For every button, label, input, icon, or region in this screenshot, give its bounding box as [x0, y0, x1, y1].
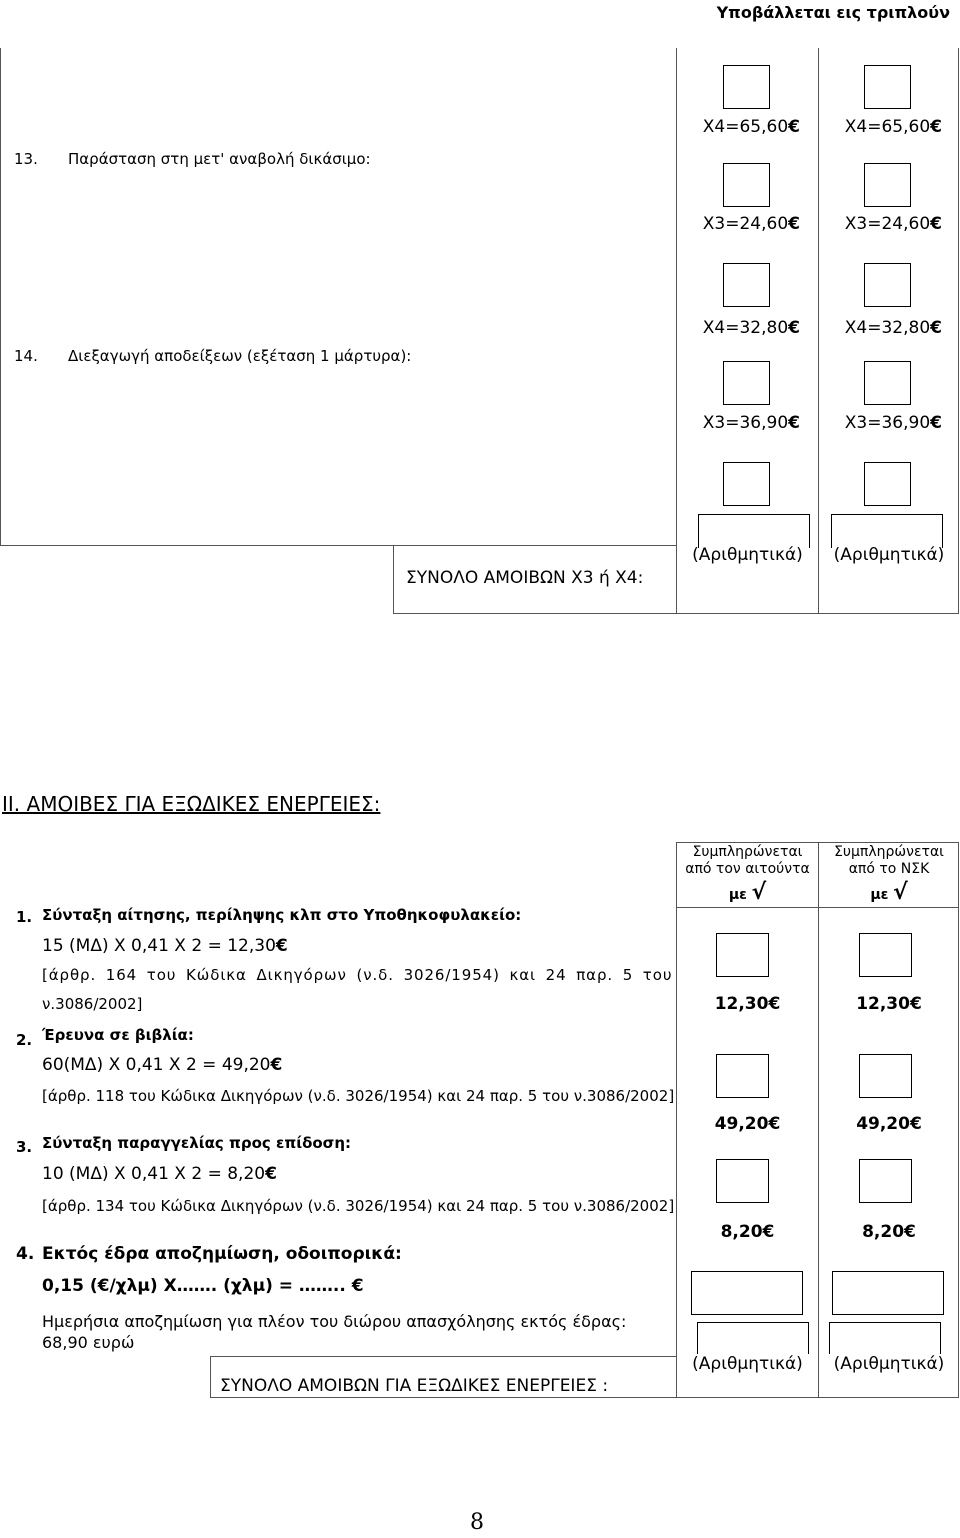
- item-1-number: 1.: [16, 908, 33, 926]
- item-4-formula: 0,15 (€/χλμ) Χ……. (χλμ) = …….. €: [42, 1276, 364, 1296]
- item-3-formula: 10 (ΜΔ) Χ 0,41 Χ 2 = 8,20€: [42, 1164, 277, 1184]
- checkmark-icon: √: [751, 880, 767, 905]
- section2-total-label: ΣΥΝΟΛΟ ΑΜΟΙΒΩΝ ΓΙΑ ΕΞΩΔΙΚΕΣ ΕΝΕΡΓΕΙΕΣ :: [220, 1376, 609, 1396]
- rate-13-x4-nsk: Χ4=65,60€: [844, 117, 942, 137]
- rate-13-x3-nsk: Χ3=24,60€: [844, 214, 942, 234]
- item-1-reference: [άρθρ. 164 του Κώδικα Δικηγόρων (ν.δ. 3026/1954) και 24 παρ. 5 του: [42, 966, 673, 984]
- checkbox-item-1-applicant[interactable]: [716, 933, 769, 977]
- amount-item-2-nsk: 49,20€: [856, 1114, 922, 1134]
- amount-item-1-nsk: 12,30€: [856, 994, 922, 1014]
- amount-item-1-applicant: 12,30€: [714, 994, 781, 1014]
- rate-14-x4-applicant: Χ4=32,80€: [702, 318, 800, 338]
- item-1-formula: 15 (ΜΔ) Χ 0,41 Χ 2 = 12,30€: [42, 936, 288, 956]
- total-field-section1-applicant[interactable]: [698, 514, 810, 548]
- checkbox-item-2-applicant[interactable]: [716, 1054, 769, 1098]
- item-3-title: Σύνταξη παραγγελίας προς επίδοση:: [42, 1134, 352, 1152]
- amount-item-2-applicant: 49,20€: [714, 1114, 781, 1134]
- item-2-reference: [άρθρ. 118 του Κώδικα Δικηγόρων (ν.δ. 3026/1954) και 24 παρ. 5 του ν.3086/2002]: [42, 1087, 675, 1105]
- checkbox-item-3-applicant[interactable]: [716, 1159, 769, 1203]
- rate-14-x4-nsk: Χ4=32,80€: [844, 318, 942, 338]
- checkbox-14-x3-nsk[interactable]: [864, 361, 911, 405]
- item-1-title: Σύνταξη αίτησης, περίληψης κλπ στο Υποθηκοφυλακείο:: [42, 906, 522, 924]
- rate-13-x4-applicant: Χ4=65,60€: [702, 117, 800, 137]
- rate-13-x3-applicant: Χ3=24,60€: [702, 214, 800, 234]
- numeric-label-section2-nsk: (Αριθμητικά): [833, 1354, 945, 1374]
- item-3-reference: [άρθρ. 134 του Κώδικα Δικηγόρων (ν.δ. 3026/1954) και 24 παρ. 5 του ν.3086/2002]: [42, 1197, 675, 1215]
- item-2-number: 2.: [16, 1031, 33, 1049]
- checkbox-13-x3-nsk[interactable]: [864, 163, 911, 207]
- section1-total-label: ΣΥΝΟΛΟ ΑΜΟΙΒΩΝ Χ3 ή Χ4:: [406, 568, 644, 588]
- checkbox-14-x4-nsk[interactable]: [864, 263, 911, 307]
- total-field-section2-nsk[interactable]: [829, 1322, 941, 1354]
- item-4-title: Εκτός έδρα αποζημίωση, οδοιπορικά:: [42, 1244, 402, 1264]
- item-1-reference-cont: ν.3086/2002]: [42, 995, 143, 1013]
- item-13-number: 13.: [14, 150, 38, 168]
- item-3-number: 3.: [16, 1138, 33, 1156]
- amount-item-3-nsk: 8,20€: [862, 1222, 916, 1242]
- item-2-formula: 60(ΜΔ) Χ 0,41 Χ 2 = 49,20€: [42, 1055, 283, 1075]
- submission-note: Υποβάλλεται εις τριπλούν: [716, 3, 950, 22]
- checkbox-13-x4-applicant[interactable]: [723, 65, 770, 109]
- numeric-label-section1-applicant: (Αριθμητικά): [692, 545, 803, 565]
- rate-14-x3-applicant: Χ3=36,90€: [702, 413, 800, 433]
- checkbox-13-x4-nsk[interactable]: [864, 65, 911, 109]
- section2-title: ΙΙ. ΑΜΟΙΒΕΣ ΓΙΑ ΕΞΩΔΙΚΕΣ ΕΝΕΡΓΕΙΕΣ:: [2, 792, 381, 816]
- item-4-note: Ημερήσια αποζημίωση για πλέον του διώρου απασχόλησης εκτός έδρας: 68,90 ευρώ: [42, 1312, 627, 1352]
- item-14-label: Διεξαγωγή αποδείξεων (εξέταση 1 μάρτυρα):: [68, 347, 412, 365]
- page-number: 8: [470, 1510, 484, 1535]
- checkbox-item-3-nsk[interactable]: [859, 1159, 912, 1203]
- field-item-4-applicant[interactable]: [691, 1271, 803, 1315]
- checkbox-14-x4-applicant[interactable]: [723, 263, 770, 307]
- numeric-label-section1-nsk: (Αριθμητικά): [833, 545, 945, 565]
- header-nsk: Συμπληρώνεται από το ΝΣΚ με √: [834, 844, 944, 905]
- field-item-4-nsk[interactable]: [832, 1271, 944, 1315]
- amount-item-3-applicant: 8,20€: [720, 1222, 775, 1242]
- checkbox-item-1-nsk[interactable]: [859, 933, 912, 977]
- checkbox-item-2-nsk[interactable]: [859, 1054, 912, 1098]
- total-field-section1-nsk[interactable]: [831, 514, 943, 548]
- checkbox-section1-total-applicant[interactable]: [723, 462, 770, 506]
- item-13-label: Παράσταση στη μετ' αναβολή δικάσιμο:: [68, 150, 371, 168]
- numeric-label-section2-applicant: (Αριθμητικά): [692, 1354, 803, 1374]
- item-4-number: 4.: [16, 1244, 35, 1264]
- rate-14-x3-nsk: Χ3=36,90€: [844, 413, 942, 433]
- checkmark-icon: √: [892, 880, 908, 905]
- total-field-section2-applicant[interactable]: [697, 1322, 809, 1354]
- header-applicant: Συμπληρώνεται από τον αιτούντα με √: [685, 844, 810, 905]
- item-14-number: 14.: [14, 347, 38, 365]
- checkbox-13-x3-applicant[interactable]: [723, 163, 770, 207]
- checkbox-section1-total-nsk[interactable]: [864, 462, 911, 506]
- checkbox-14-x3-applicant[interactable]: [723, 361, 770, 405]
- item-2-title: Έρευνα σε βιβλία:: [42, 1026, 194, 1044]
